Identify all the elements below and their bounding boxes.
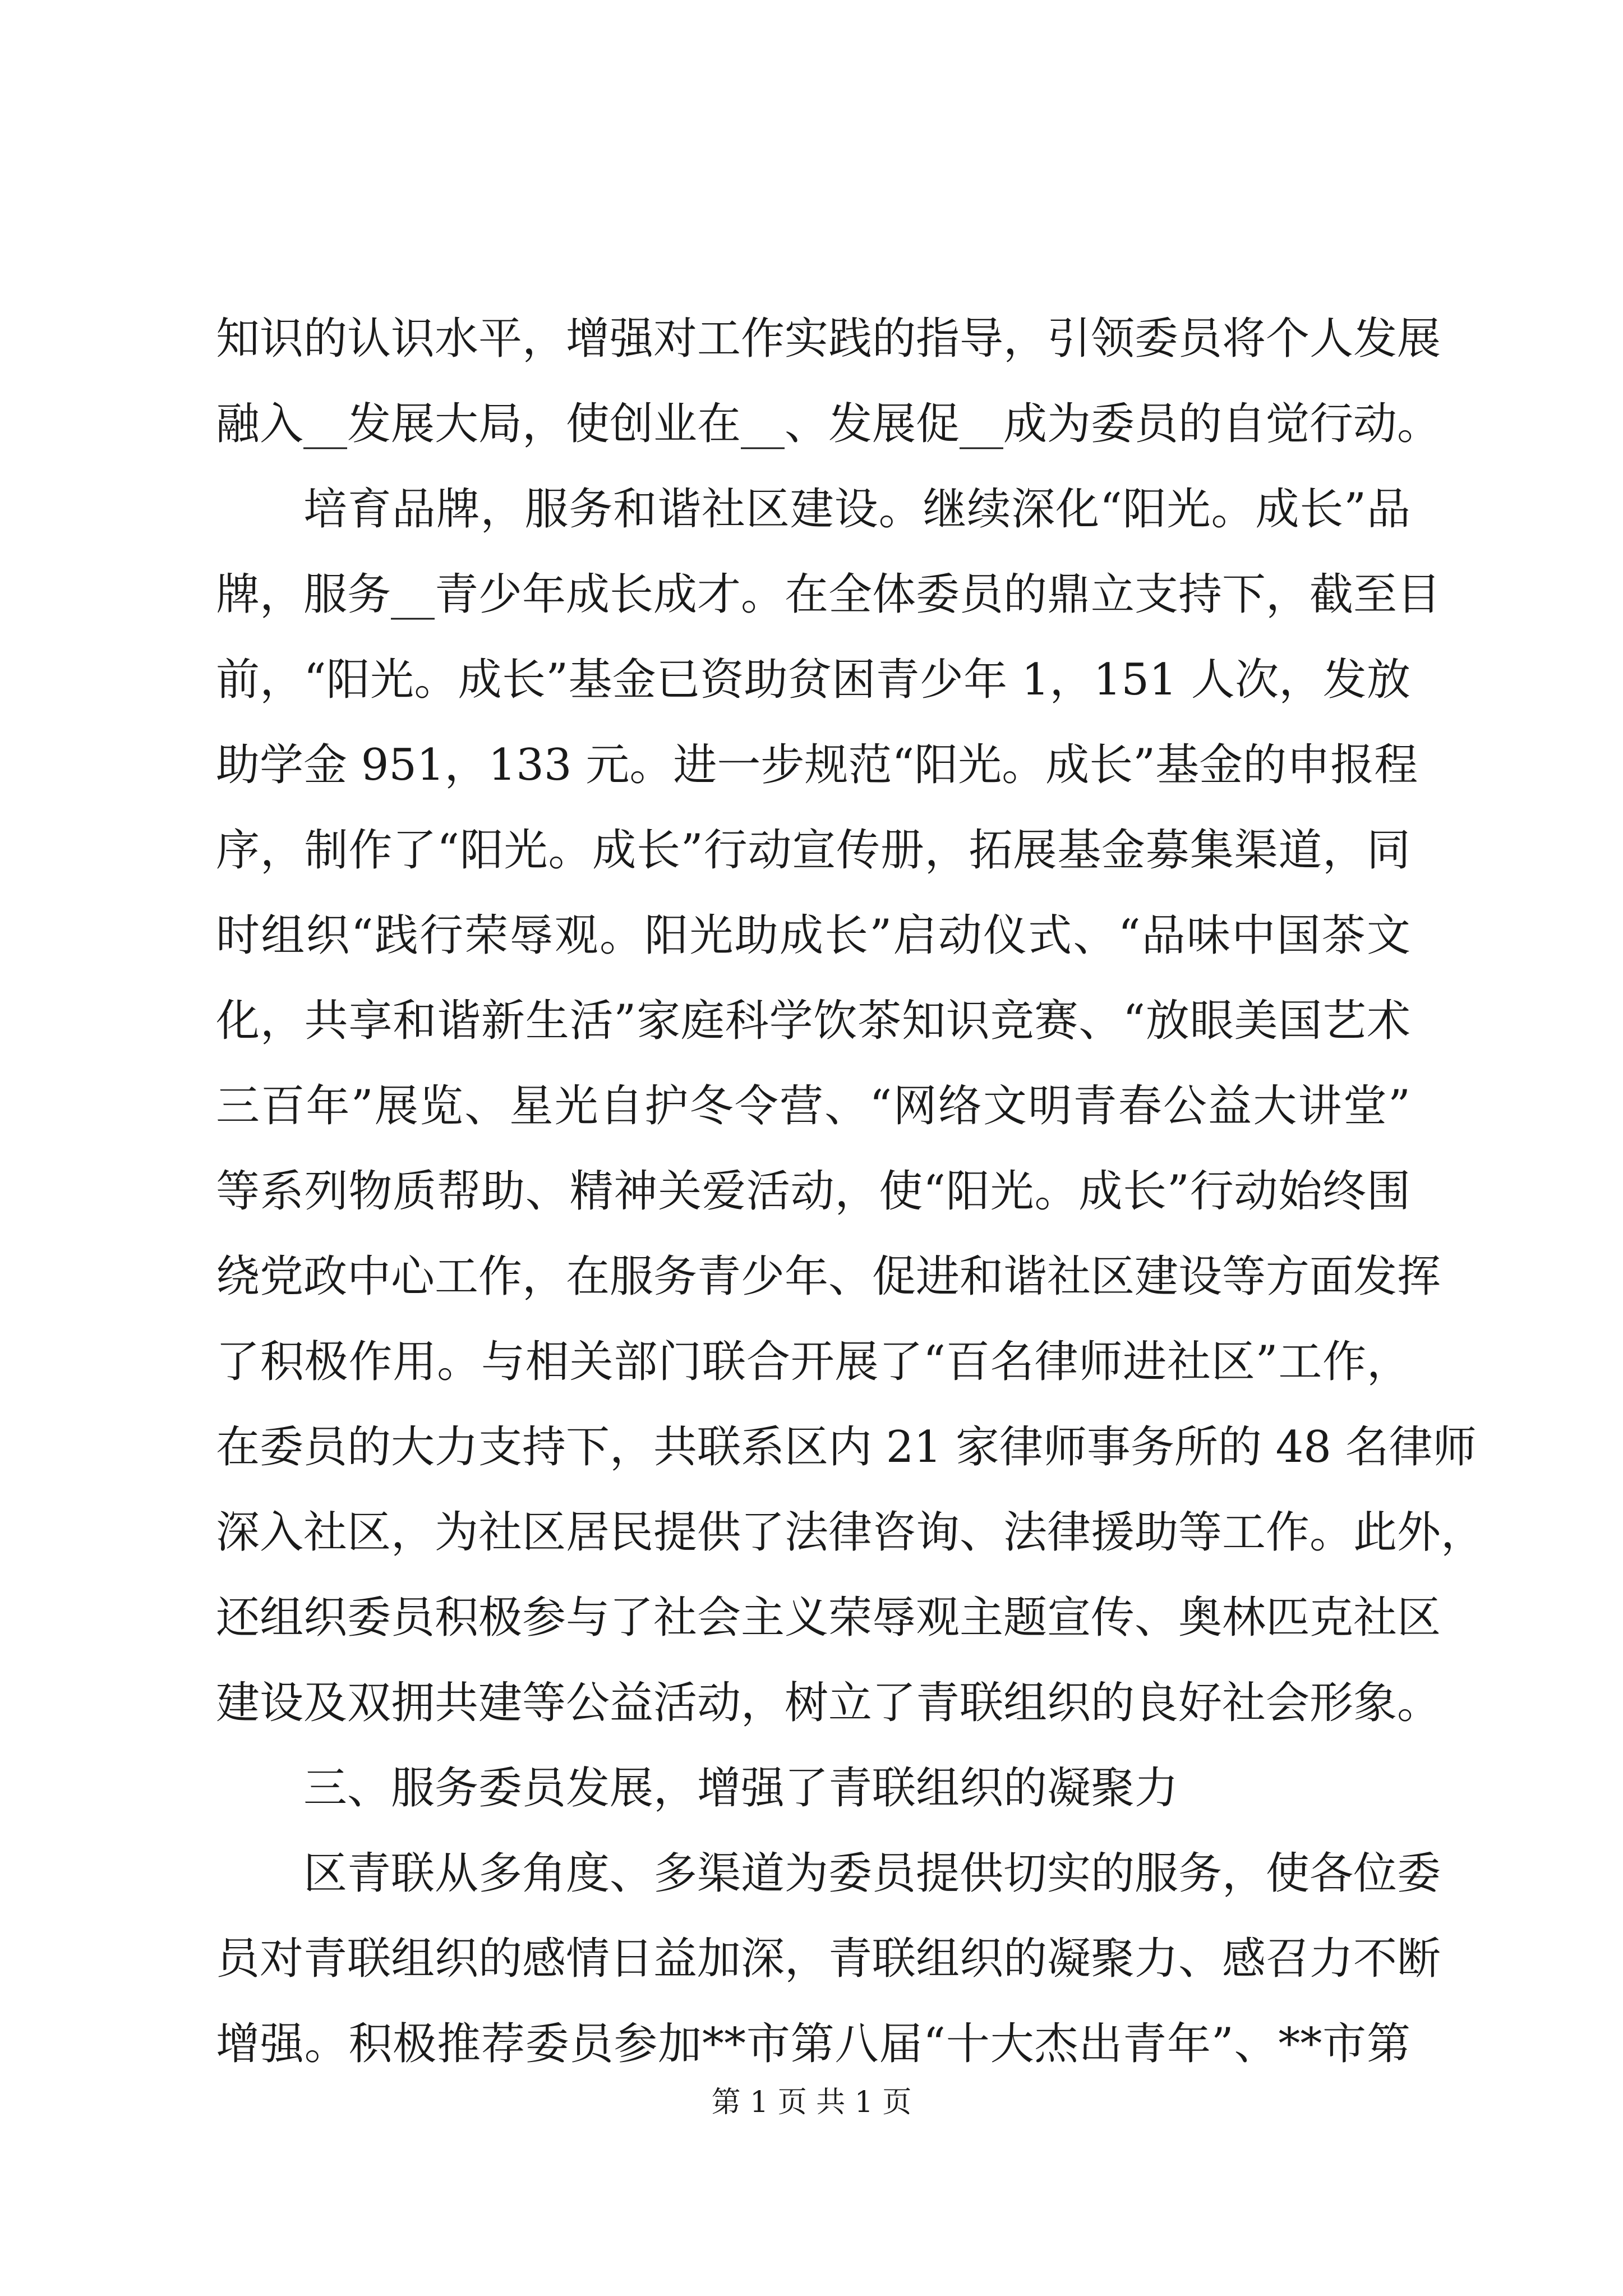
text-line: 前，“阳光。成长”基金已资助贫困青少年 1，151 人次，发放: [216, 655, 1410, 705]
text-line: 增强。积极推荐委员参加**市第八届“十大杰出青年”、**市第: [216, 2019, 1410, 2069]
text-line: 融入__发展大局，使创业在__、发展促__成为委员的自觉行动。: [216, 399, 1441, 449]
text-line: 员对青联组织的感情日益加深，青联组织的凝聚力、感召力不断: [216, 1934, 1441, 1984]
text-line: 知识的认识水平，增强对工作实践的指导，引领委员将个人发展: [216, 314, 1441, 364]
document-body: [216, 296, 1485, 2087]
paragraph-start-line: 培育品牌，服务和谐社区建设。继续深化“阳光。成长”品: [303, 484, 1410, 535]
text-line: 绕党政中心工作，在服务青少年、促进和谐社区建设等方面发挥: [216, 1251, 1441, 1302]
text-line: 助学金 951，133 元。进一步规范“阳光。成长”基金的申报程: [216, 740, 1418, 790]
text-line: 三百年”展览、星光自护冬令营、“网络文明青春公益大讲堂”: [216, 1081, 1410, 1131]
page-number-footer: 第 1 页 共 1 页: [711, 2086, 912, 2119]
paragraph-start-line: 区青联从多角度、多渠道为委员提供切实的服务，使各位委: [303, 1848, 1441, 1899]
text-line: 序，制作了“阳光。成长”行动宣传册，拓展基金募集渠道，同: [216, 825, 1410, 876]
text-line: 时组织“践行荣辱观。阳光助成长”启动仪式、“品味中国茶文: [216, 910, 1410, 961]
text-line: 深入社区，为社区居民提供了法律咨询、法律援助等工作。此外，: [216, 1507, 1485, 1558]
section-heading: 三、服务委员发展，增强了青联组织的凝聚力: [303, 1763, 1179, 1814]
text-line: 了积极作用。与相关部门联合开展了“百名律师进社区”工作，: [216, 1337, 1410, 1387]
text-line: 在委员的大力支持下，共联系区内 21 家律师事务所的 48 名律师: [216, 1422, 1477, 1473]
text-line: 建设及双拥共建等公益活动，树立了青联组织的良好社会形象。: [216, 1678, 1441, 1728]
text-line: 化，共享和谐新生活”家庭科学饮茶知识竞赛、“放眼美国艺术: [216, 996, 1410, 1046]
text-line: 牌，服务__青少年成长成才。在全体委员的鼎立支持下，截至目: [216, 569, 1441, 620]
text-line: 还组织委员积极参与了社会主义荣辱观主题宣传、奥林匹克社区: [216, 1593, 1441, 1643]
text-line: 等系列物质帮助、精神关爱活动，使“阳光。成长”行动始终围: [216, 1166, 1410, 1217]
